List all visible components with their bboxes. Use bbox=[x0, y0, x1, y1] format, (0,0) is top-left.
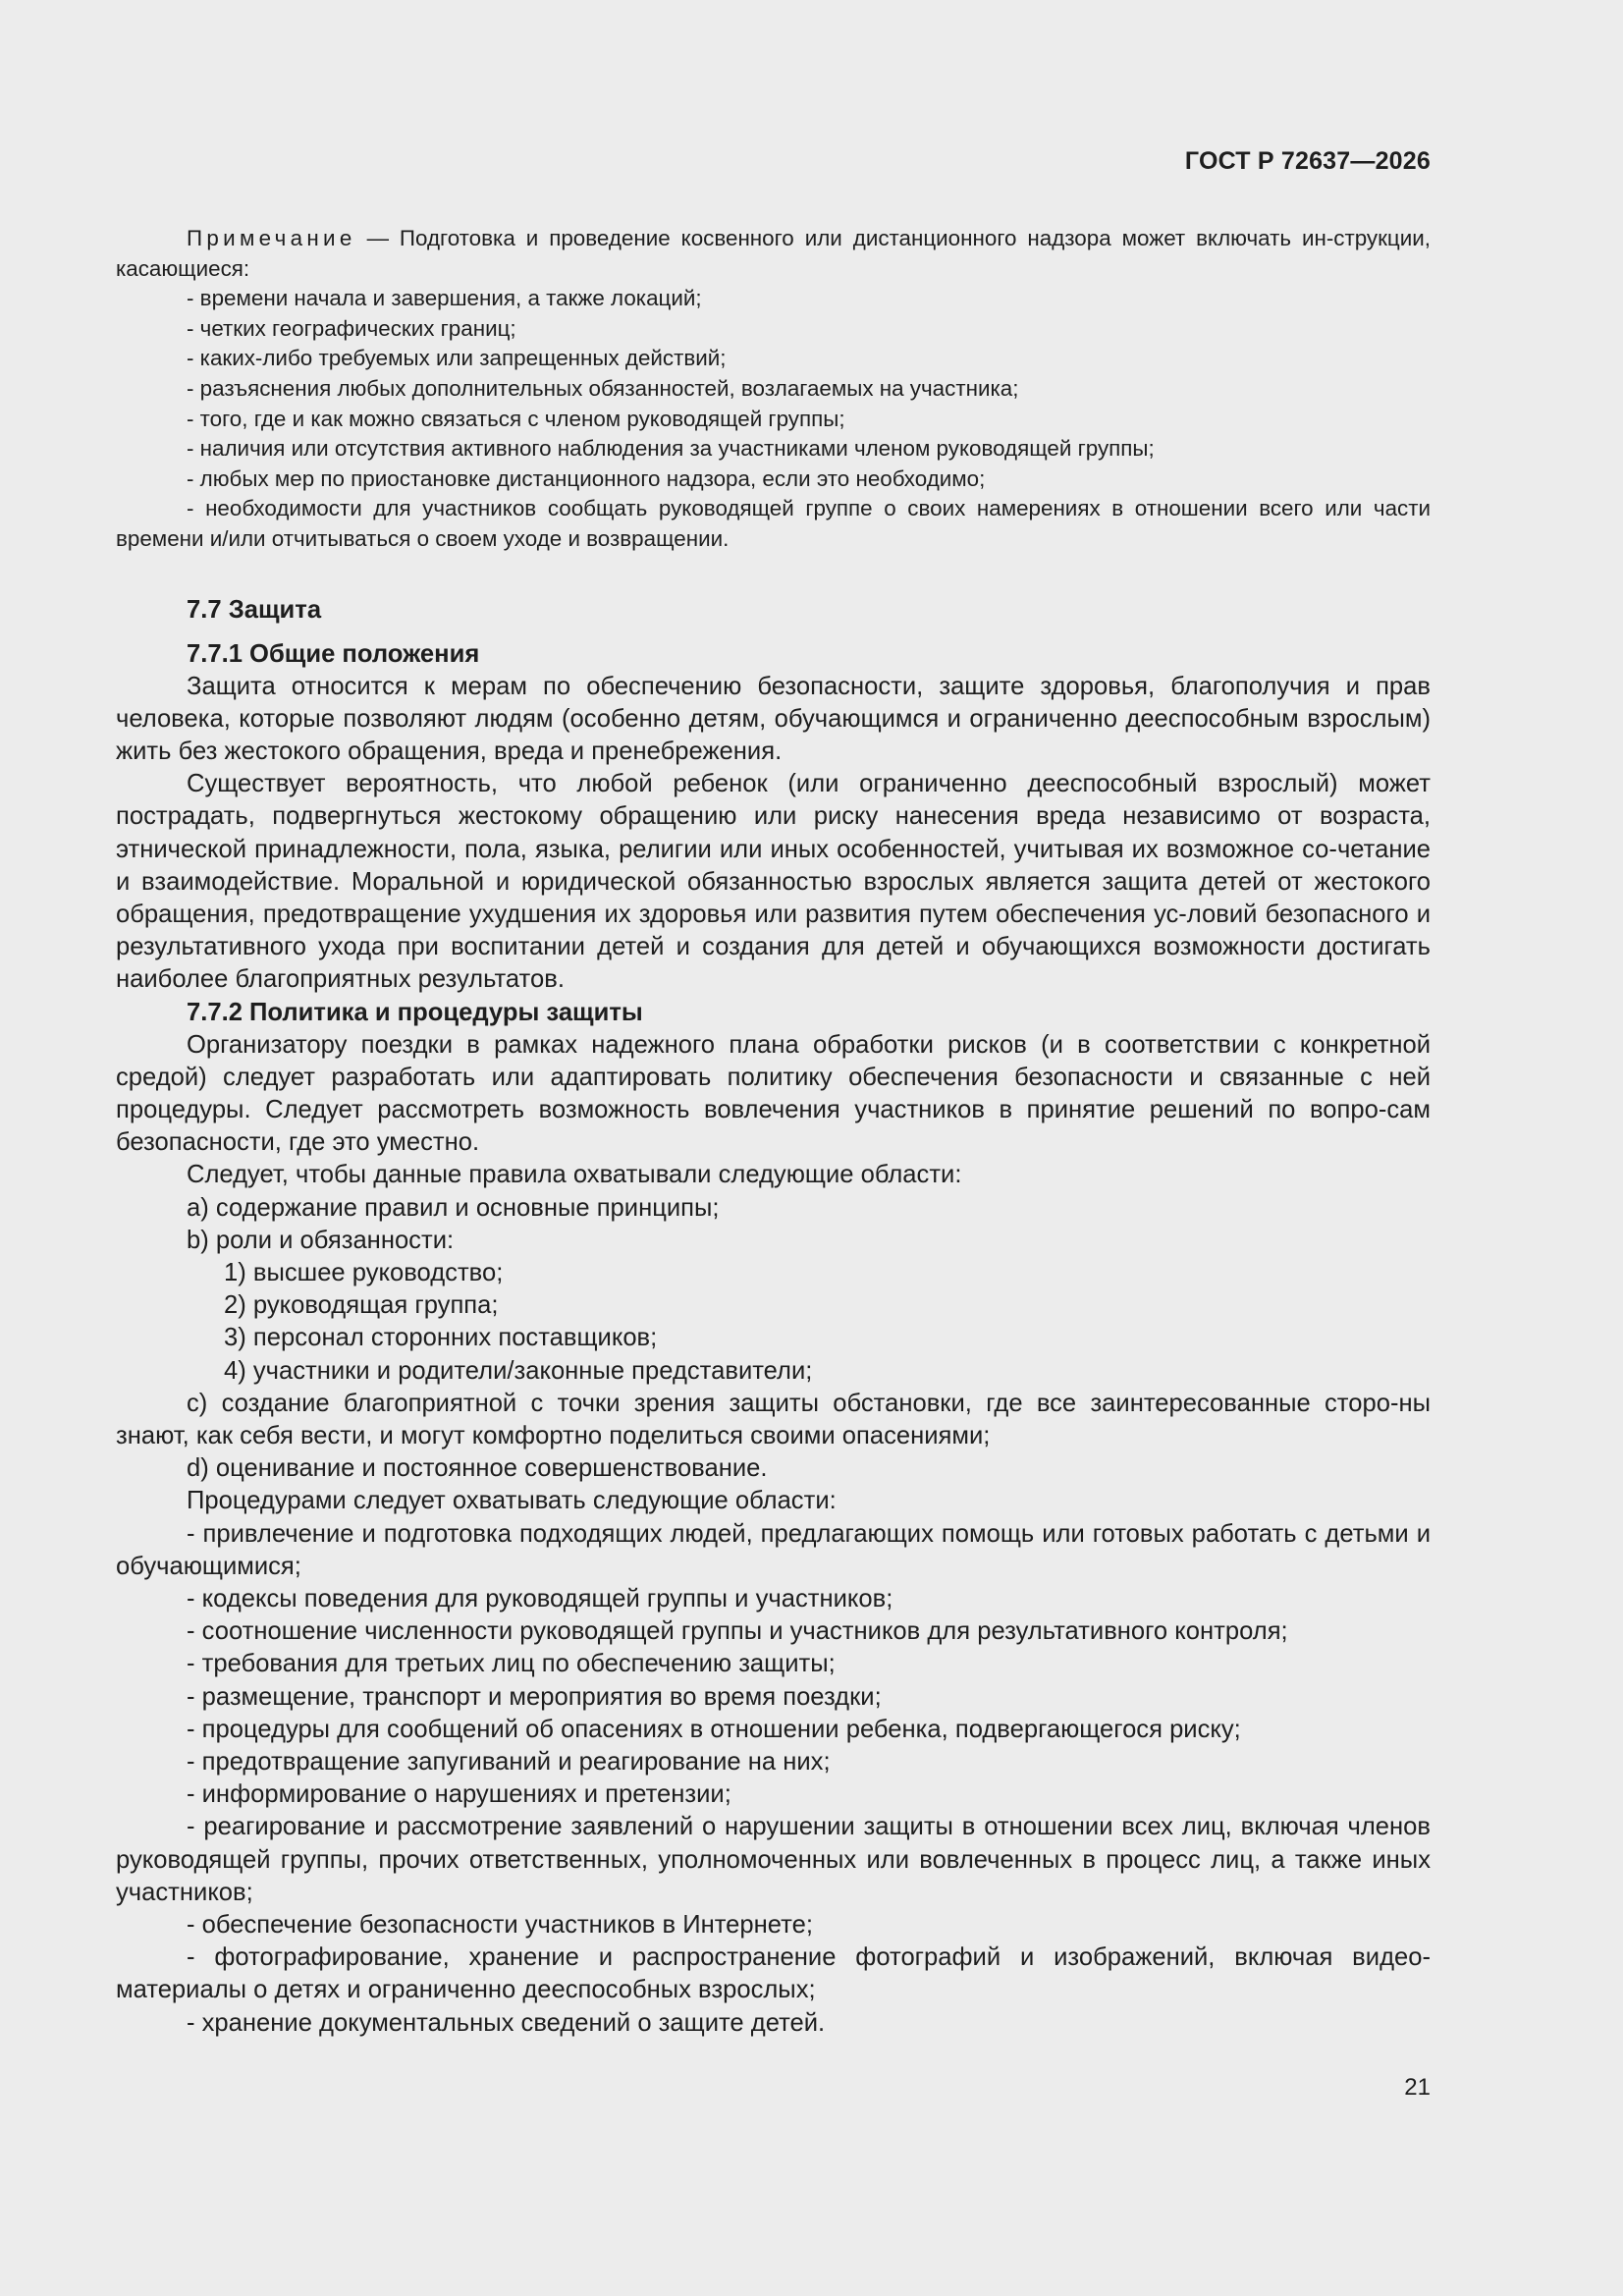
list-item: b) роли и обязанности: bbox=[187, 1226, 455, 1254]
paragraph: Защита относится к мерам по обеспечению безопасности, защите здоровья, благополучия и прав человека, которые позволяют людям (особенно детям, обучающимся и ограниченно дееспособным взрослым) жить без жестокого обращения, вреда и пренебрежения. bbox=[116, 672, 1431, 765]
list-item: - требования для третьих лиц по обеспечению защиты; bbox=[187, 1650, 836, 1678]
list-item: d) оценивание и постоянное совершенствование. bbox=[187, 1454, 768, 1483]
paragraph: Организатору поездки в рамках надежного плана обработки рисков (и в соответствии с конкретной средой) следует разработать или адаптировать политику обеспечения безопасности и связанные с ней процедуры. Следует рассмотреть возможность вовлечения участников в принятие решений по вопро-сам безопасности, где это уместно. bbox=[116, 1030, 1431, 1157]
list-item: - реагирование и рассмотрение заявлений о нарушении защиты в отношении всех лиц, включая членов руководящей группы, прочих ответственных, уполномоченных или вовлеченных в процесс лиц, а также иных участников; bbox=[116, 1813, 1431, 1906]
page-content bbox=[116, 224, 1431, 2040]
list-item: - привлечение и подготовка подходящих людей, предлагающих помощь или готовых работать с детьми и обучающимися; bbox=[116, 1519, 1431, 1580]
paragraph: Следует, чтобы данные правила охватывали следующие области: bbox=[187, 1161, 962, 1189]
note-label: Примечание bbox=[187, 226, 356, 250]
list-item: - фотографирование, хранение и распространение фотографий и изображений, включая видео-материалы о детях и ограниченно дееспособных взрослых; bbox=[116, 1943, 1431, 2004]
list-item: - предотвращение запугиваний и реагирование на них; bbox=[187, 1748, 831, 1777]
list-item: - хранение документальных сведений о защите детей. bbox=[187, 2008, 826, 2037]
sub-list-item: 2) руководящая группа; bbox=[224, 1291, 499, 1320]
section-heading-7-7-2: 7.7.2 Политика и процедуры защиты bbox=[187, 998, 643, 1026]
note-item: - любых мер по приостановке дистанционного надзора, если это необходимо; bbox=[187, 465, 986, 491]
paragraph: Процедурами следует охватывать следующие области: bbox=[187, 1487, 837, 1515]
note-intro-text: — Подготовка и проведение косвенного или дистанционного надзора может включать ин-струкции, касающиеся: bbox=[116, 226, 1431, 281]
paragraph: Существует вероятность, что любой ребенок (или ограниченно дееспособный взрослый) может пострадать, подвергнуться жестокому обращению или риску нанесения вреда независимо от возраста, этнической принадлежности, пола, языка, религии или иных особенностей, учитывая их возможное со-четание и взаимодействие. Моральной и юридической обязанностью взрослых является защита детей от жестокого обращения, предотвращение ухудшения их здоровья или развития путем обеспечения ус-ловий безопасного и результативного ухода при воспитании детей и создания для детей и обучающихся возможности достигать наиболее благоприятных результатов. bbox=[116, 770, 1431, 994]
note-item: - того, где и как можно связаться с членом руководящей группы; bbox=[187, 406, 845, 431]
list-item: - процедуры для сообщений об опасениях в отношении ребенка, подвергающегося риску; bbox=[187, 1715, 1241, 1743]
page-number: 21 bbox=[1404, 2074, 1431, 2101]
list-item: - информирование о нарушениях и претензии; bbox=[187, 1780, 731, 1809]
note-item: - необходимости для участников сообщать руководящей группе о своих намерениях в отношении всего или части времени и/или отчитываться о своем уходе и возвращении. bbox=[116, 496, 1431, 551]
sub-list-item: 4) участники и родители/законные представители; bbox=[224, 1356, 813, 1385]
note-item: - каких-либо требуемых или запрещенных действий; bbox=[187, 346, 727, 371]
sub-list-item: 1) высшее руководство; bbox=[224, 1258, 504, 1286]
list-item: c) создание благоприятной с точки зрения защиты обстановки, где все заинтересованные сторо-ны знают, как себя вести, и могут комфортно поделиться своими опасениями; bbox=[116, 1389, 1431, 1449]
list-item: - соотношение численности руководящей группы и участников для результативного контроля; bbox=[187, 1617, 1288, 1646]
note-item: - разъяснения любых дополнительных обязанностей, возлагаемых на участника; bbox=[187, 375, 1019, 401]
note-item: - времени начала и завершения, а также локаций; bbox=[187, 286, 702, 311]
list-item: - размещение, транспорт и мероприятия во время поездки; bbox=[187, 1682, 882, 1711]
note-item: - наличия или отсутствия активного наблюдения за участниками членом руководящей группы; bbox=[187, 436, 1155, 462]
note-item: - четких географических границ; bbox=[187, 315, 516, 341]
sub-list-item: 3) персонал сторонних поставщиков; bbox=[224, 1324, 658, 1352]
section-body bbox=[116, 638, 1431, 2040]
note-block bbox=[116, 224, 1431, 555]
list-item: - кодексы поведения для руководящей группы и участников; bbox=[187, 1585, 893, 1613]
section-heading-7-7-1: 7.7.1 Общие положения bbox=[187, 639, 480, 668]
list-item: a) содержание правил и основные принципы; bbox=[187, 1193, 720, 1222]
note-intro bbox=[116, 224, 1431, 284]
section-heading-7-7: 7.7 Защита bbox=[187, 595, 322, 624]
standard-header: ГОСТ Р 72637—2026 bbox=[1184, 147, 1431, 175]
list-item: - обеспечение безопасности участников в Интернете; bbox=[187, 1911, 813, 1940]
